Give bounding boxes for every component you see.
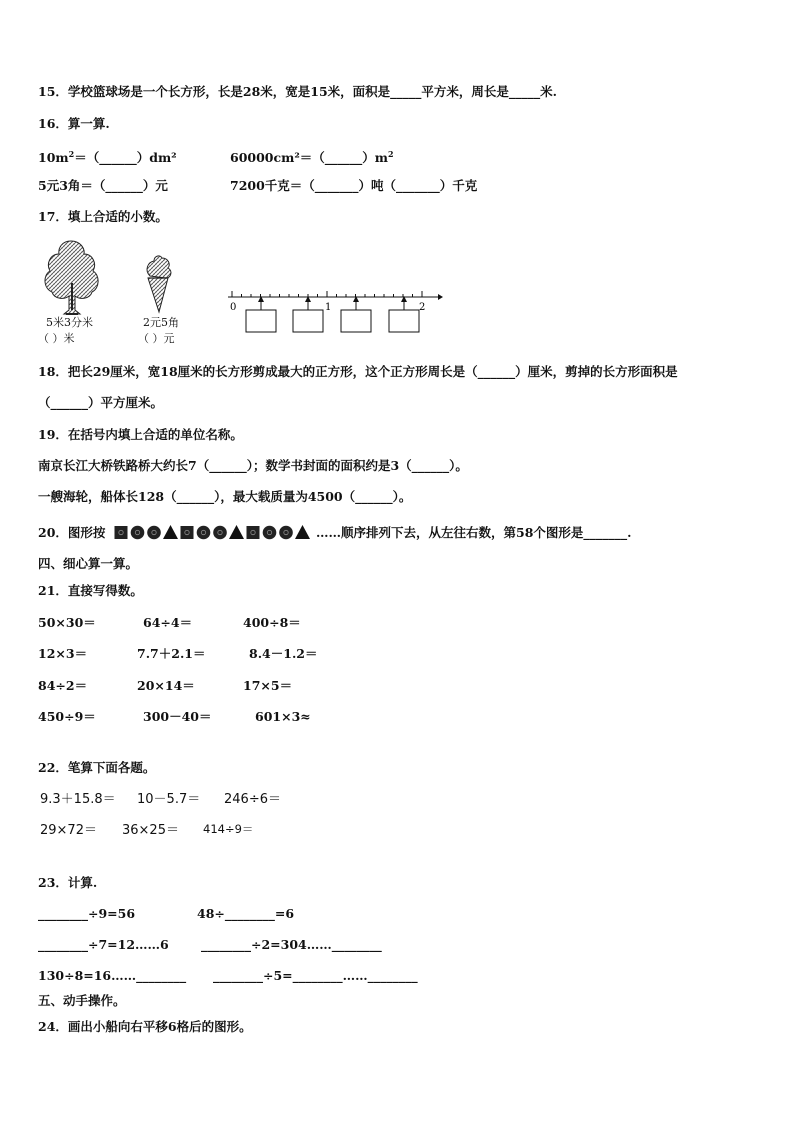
q24-text: 24．画出小船向右平移6格后的图形。 <box>38 1019 252 1034</box>
circle-shape <box>263 526 277 540</box>
q22-title: 22．笔算下面各题。 <box>38 760 156 775</box>
triangle-shape <box>163 525 178 539</box>
q15-text: 15．学校篮球场是一个长方形，长是28米，宽是15米，面积是_____平方米，周长是_____米. <box>38 84 558 99</box>
q21-r1c2: 64÷4＝ <box>143 615 193 630</box>
label-2: 2 <box>419 302 426 313</box>
q21-r2c1: 12×3＝ <box>38 646 88 661</box>
q20-prefix: 20．图形按 <box>38 525 106 540</box>
q22-r1c2: 10－5.7＝ <box>137 792 201 807</box>
icecream-image <box>140 252 176 316</box>
q18-line1: 18．把长29厘米，宽18厘米的长方形剪成最大的正方形，这个正方形周长是（______）厘米，剪掉的长方形面积是 <box>38 364 678 379</box>
shape-sequence <box>114 524 314 541</box>
answer-box[interactable] <box>293 310 323 332</box>
answer-box[interactable] <box>246 310 276 332</box>
q16-item-c: 5元3角＝（______）元 <box>38 178 168 193</box>
number-line-ticks <box>232 291 422 297</box>
q16-a-post: ＝（______）dm² <box>74 150 177 166</box>
q21-r3c2: 20×14＝ <box>137 678 195 693</box>
label-0: 0 <box>230 302 237 313</box>
q20-suffix: ……顺序排列下去，从左往右数，第58个图形是_______. <box>316 525 632 540</box>
q21-r1c1: 50×30＝ <box>38 615 96 630</box>
q16-a-pre: 10m <box>38 150 69 166</box>
label-1: 1 <box>325 302 332 313</box>
q23-l2b: ________÷2=304……________ <box>201 937 382 952</box>
q23-l2a: ________÷7=12……6 <box>38 937 169 952</box>
q16-a-sup: 2 <box>68 149 75 159</box>
q23-l1a: ________÷9=56 <box>38 906 136 921</box>
q21-r1c3: 400÷8＝ <box>243 615 301 630</box>
square-shape <box>181 526 194 539</box>
q16-b-sup: 2 <box>388 149 394 159</box>
q21-title: 21．直接写得数。 <box>38 583 143 598</box>
answer-box[interactable] <box>389 310 419 332</box>
answer-boxes <box>246 296 419 332</box>
circle-shape <box>147 526 161 540</box>
q22-r2c1: 29×72＝ <box>40 823 97 838</box>
q22-r1c1: 9.3＋15.8＝ <box>40 792 116 807</box>
q21-r2c2: 7.7＋2.1＝ <box>137 646 206 661</box>
tree-blank: （ ）米 <box>38 332 75 345</box>
q21-r4c2: 300－40＝ <box>143 709 212 724</box>
section-5-title: 五、动手操作。 <box>38 993 126 1008</box>
q23-l3a: 130÷8=16……________ <box>38 968 187 983</box>
q21-r3c3: 17×5＝ <box>243 678 293 693</box>
q21-r4c3: 601×3≈ <box>255 709 311 724</box>
q23-l3b: ________÷5=________……________ <box>213 968 418 983</box>
q16-item-b <box>230 150 394 165</box>
number-line <box>222 288 444 336</box>
q23-title: 23．计算. <box>38 875 98 890</box>
circle-shape <box>131 526 145 540</box>
square-shape <box>247 526 260 539</box>
icecream-blank: （ ）元 <box>138 332 175 345</box>
q21-r3c1: 84÷2＝ <box>38 678 88 693</box>
q16-b-pre: 60000cm²＝（______）m <box>230 150 389 166</box>
q16-item-d: 7200千克＝（_______）吨（_______）千克 <box>230 178 478 193</box>
q16-item-a <box>38 150 177 165</box>
q18-line2: （______）平方厘米。 <box>38 395 164 410</box>
square-shape <box>115 526 128 539</box>
q23-l1b: 48÷________=6 <box>197 906 295 921</box>
q19-title: 19．在括号内填上合适的单位名称。 <box>38 427 243 442</box>
q22-r2c3: 414÷9＝ <box>203 822 254 836</box>
q22-r2c2: 36×25＝ <box>122 823 179 838</box>
q21-r2c3: 8.4－1.2＝ <box>249 646 318 661</box>
triangle-shape <box>295 525 310 539</box>
number-line-arrow <box>438 294 443 300</box>
circle-shape <box>213 526 227 540</box>
tree-image <box>40 238 102 316</box>
answer-box[interactable] <box>341 310 371 332</box>
q22-r1c3: 246÷6＝ <box>224 792 281 807</box>
q17-title: 17．填上合适的小数。 <box>38 209 168 224</box>
q21-r4c1: 450÷9＝ <box>38 709 96 724</box>
circle-shape <box>279 526 293 540</box>
section-4-title: 四、细心算一算。 <box>38 556 139 571</box>
tree-caption: 5米3分米 <box>46 316 93 329</box>
q16-title: 16．算一算. <box>38 116 110 131</box>
q19-line2: 一艘海轮，船体长128（______），最大载质量为4500（______）。 <box>38 489 412 504</box>
icecream-caption: 2元5角 <box>143 316 179 329</box>
triangle-shape <box>229 525 244 539</box>
q19-line1: 南京长江大桥铁路桥大约长7（______）；数学书封面的面积约是3（______）。 <box>38 458 468 473</box>
circle-shape <box>197 526 211 540</box>
